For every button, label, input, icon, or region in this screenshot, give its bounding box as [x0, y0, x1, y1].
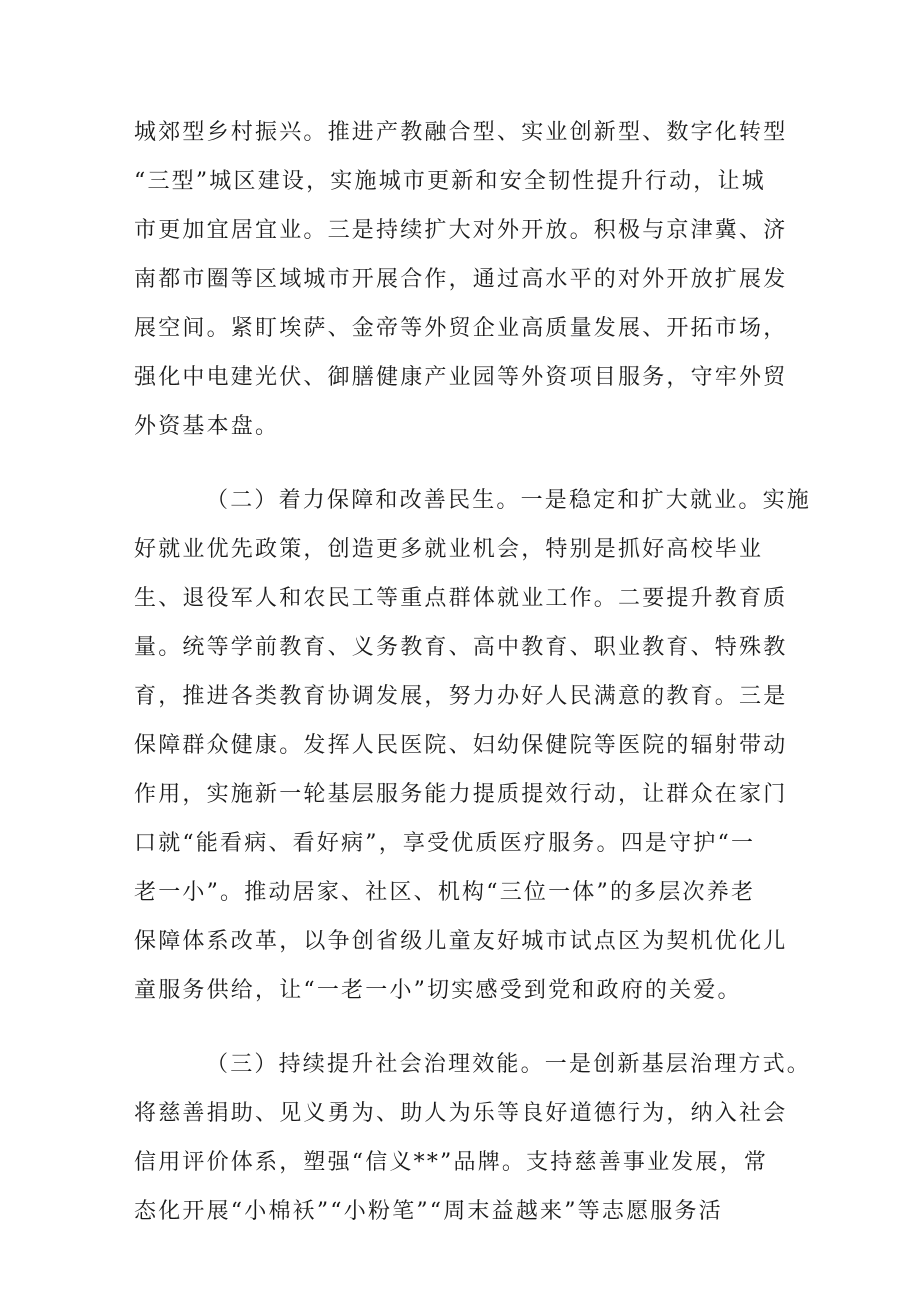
text-line: 作用，实施新一轮基层服务能力提质提效行动，让群众在家门	[134, 782, 788, 807]
paragraph-spacer	[134, 1015, 774, 1040]
text-line: （三）持续提升社会治理效能。一是创新基层治理方式。	[206, 1052, 812, 1077]
text-line: 生、退役军人和农民工等重点群体就业工作。二要提升教育质	[134, 586, 788, 611]
body-text	[134, 108, 812, 1236]
text-line: 城郊型乡村振兴。推进产教融合型、实业创新型、数字化转型	[134, 120, 788, 145]
text-line: 保障体系改革，以争创省级儿童友好城市试点区为契机优化儿	[134, 929, 788, 954]
paragraph-continuation	[134, 108, 788, 451]
text-line: 南都市圈等区域城市开展合作，通过高水平的对外开放扩展发	[134, 267, 788, 292]
text-line: 育，推进各类教育协调发展，努力办好人民满意的教育。三是	[134, 684, 788, 709]
text-line: 强化中电建光伏、御膳健康产业园等外资项目服务，守牢外贸	[134, 365, 788, 390]
text-line: 将慈善捐助、见义勇为、助人为乐等良好道德行为，纳入社会	[134, 1101, 788, 1126]
text-line: 老一小”。推动居家、社区、机构“三位一体”的多层次养老	[134, 880, 756, 905]
text-line: （二）着力保障和改善民生。一是稳定和扩大就业。实施	[206, 488, 812, 513]
text-line: 量。统等学前教育、义务教育、高中教育、职业教育、特殊教	[134, 635, 788, 660]
text-line: 好就业优先政策，创造更多就业机会，特别是抓好高校毕业	[134, 537, 764, 562]
text-line: 保障群众健康。发挥人民医院、妇幼保健院等医院的辐射带动	[134, 733, 788, 758]
text-line: 市更加宜居宜业。三是持续扩大对外开放。积极与京津冀、济	[134, 218, 788, 243]
paragraph-governance	[134, 1040, 812, 1236]
text-line: “三型”城区建设，实施城市更新和安全韧性提升行动，让城	[134, 169, 766, 194]
paragraph-spacer	[134, 451, 774, 476]
text-line: 外资基本盘。	[134, 414, 280, 439]
paragraph-livelihood	[134, 476, 812, 1015]
text-line: 展空间。紧盯埃萨、金帝等外贸企业高质量发展、开拓市场，	[134, 316, 788, 341]
text-line: 信用评价体系，塑强“信义**”品牌。支持慈善事业发展，常	[134, 1150, 769, 1175]
text-line: 童服务供给，让“一老一小”切实感受到党和政府的关爱。	[134, 978, 742, 1003]
text-line: 口就“能看病、看好病”，享受优质医疗服务。四是守护“一	[134, 831, 756, 856]
text-line: 态化开展“小棉袄”“小粉笔”“周末益越来”等志愿服务活	[134, 1199, 723, 1224]
